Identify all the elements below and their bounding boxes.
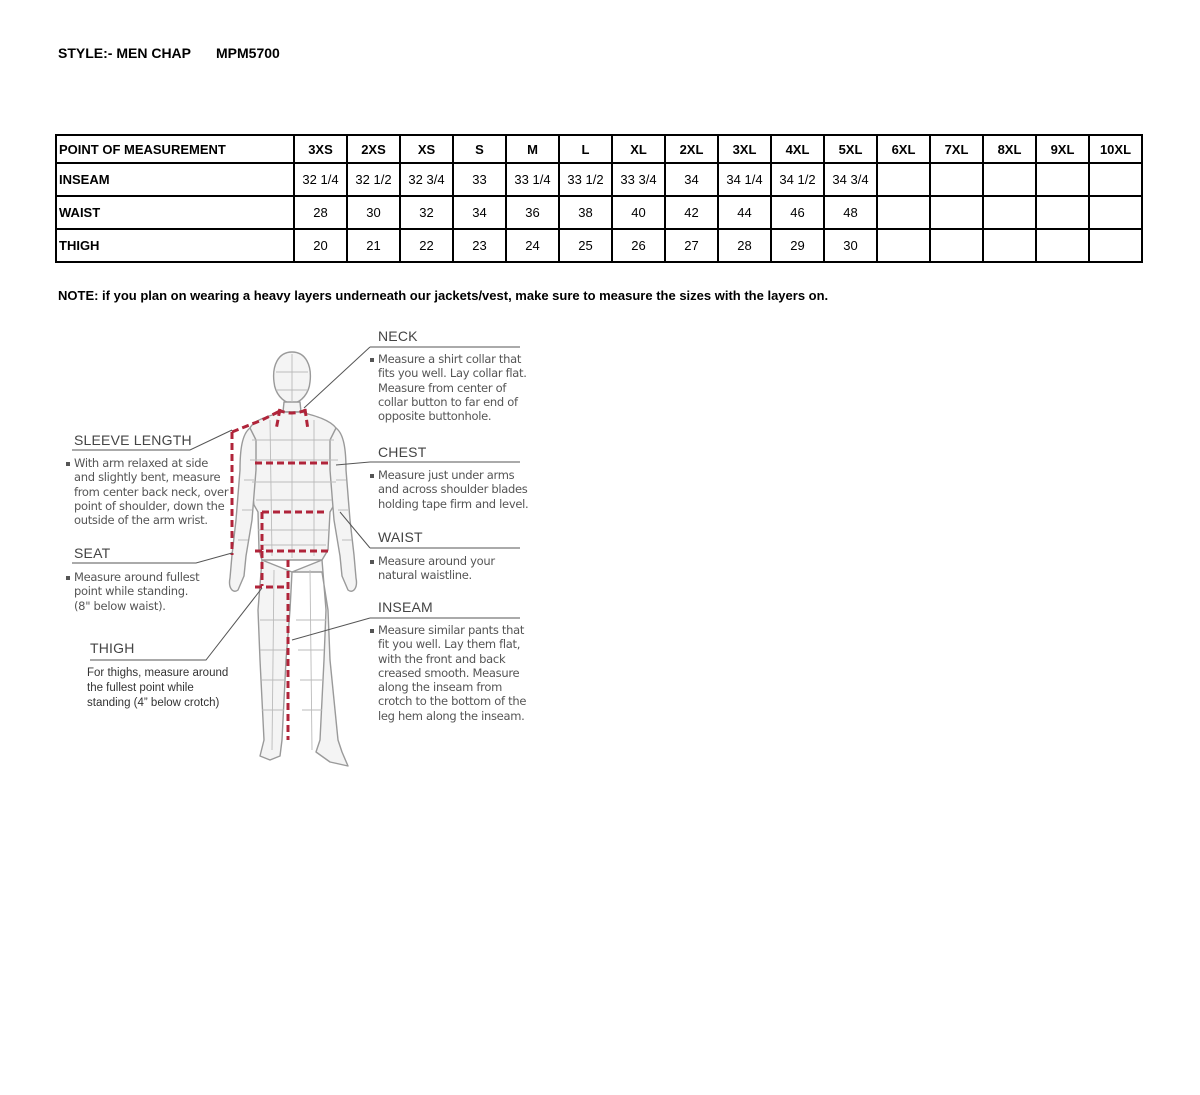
table-cell: 33 3/4 <box>612 163 665 196</box>
table-cell: 34 1/2 <box>771 163 824 196</box>
table-cell: 27 <box>665 229 718 262</box>
inseam-line: along the inseam from <box>378 680 502 695</box>
sleeve-line: outside of the arm wrist. <box>74 513 208 528</box>
table-cell: 26 <box>612 229 665 262</box>
size-header: M <box>506 135 559 163</box>
chest-description <box>370 468 540 511</box>
table-cell <box>983 196 1036 229</box>
table-cell <box>930 163 983 196</box>
inseam-line: with the front and back <box>378 651 506 666</box>
chest-line: and across shoulder blades <box>378 482 528 497</box>
neck-description <box>370 352 540 423</box>
layering-note: NOTE: if you plan on wearing a heavy layers underneath our jackets/vest, make sure to measure the sizes with the layers on. <box>58 288 829 303</box>
size-header: 6XL <box>877 135 930 163</box>
chest-heading: CHEST <box>378 444 427 460</box>
size-chart-table <box>55 134 1143 263</box>
seat-line: (8" below waist). <box>74 598 166 613</box>
neck-line: opposite buttonhole. <box>378 409 492 424</box>
inseam-line: fit you well. Lay them flat, <box>378 637 521 652</box>
table-cell: 48 <box>824 196 877 229</box>
table-cell: 29 <box>771 229 824 262</box>
table-cell: 32 <box>400 196 453 229</box>
table-cell: 34 1/4 <box>718 163 771 196</box>
sleeve-length-heading: SLEEVE LENGTH <box>74 432 192 448</box>
table-row <box>56 229 1142 262</box>
table-cell: 20 <box>294 229 347 262</box>
table-cell: 36 <box>506 196 559 229</box>
size-header: 7XL <box>930 135 983 163</box>
thigh-line: the fullest point while <box>87 682 194 694</box>
table-cell: 21 <box>347 229 400 262</box>
table-cell <box>930 196 983 229</box>
table-cell: 33 1/4 <box>506 163 559 196</box>
seat-line: point while standing. <box>74 584 189 599</box>
waist-heading: WAIST <box>378 529 423 545</box>
size-header: 2XS <box>347 135 400 163</box>
chest-line: holding tape firm and level. <box>378 496 529 511</box>
thigh-line: standing (4” below crotch) <box>87 697 220 709</box>
table-cell <box>877 229 930 262</box>
seat-heading: SEAT <box>74 545 111 561</box>
table-cell: 33 <box>453 163 506 196</box>
inseam-line: crotch to the bottom of the <box>378 694 527 709</box>
table-cell <box>1089 196 1142 229</box>
table-cell: 34 <box>453 196 506 229</box>
chest-line: Measure just under arms <box>378 468 515 482</box>
table-cell <box>983 229 1036 262</box>
neck-heading: NECK <box>378 328 418 344</box>
sleeve-line: With arm relaxed at side <box>74 456 209 470</box>
seat-line: Measure around fullest <box>74 570 200 584</box>
sleeve-length-description <box>66 456 236 527</box>
table-cell: 22 <box>400 229 453 262</box>
table-cell <box>1089 163 1142 196</box>
table-row <box>56 163 1142 196</box>
table-cell: 38 <box>559 196 612 229</box>
table-cell <box>1036 229 1089 262</box>
size-header: 5XL <box>824 135 877 163</box>
thigh-description <box>87 666 257 711</box>
header-point-of-measurement: POINT OF MEASUREMENT <box>56 135 294 163</box>
table-cell <box>983 163 1036 196</box>
sleeve-line: point of shoulder, down the <box>74 498 225 513</box>
table-row <box>56 196 1142 229</box>
waist-line: natural waistline. <box>378 568 472 583</box>
table-cell <box>1036 196 1089 229</box>
style-code: MPM5700 <box>216 45 280 61</box>
table-cell: 42 <box>665 196 718 229</box>
table-cell <box>930 229 983 262</box>
table-cell: 34 3/4 <box>824 163 877 196</box>
sleeve-line: from center back neck, over <box>74 484 229 499</box>
neck-line: fits you well. Lay collar flat. <box>378 366 527 381</box>
size-header: XL <box>612 135 665 163</box>
waist-line: Measure around your <box>378 554 495 568</box>
inseam-heading: INSEAM <box>378 599 433 615</box>
neck-line: Measure a shirt collar that <box>378 352 522 366</box>
table-cell: 44 <box>718 196 771 229</box>
thigh-line: For thighs, measure around <box>87 667 229 679</box>
size-header: 10XL <box>1089 135 1142 163</box>
table-cell: 40 <box>612 196 665 229</box>
seat-description <box>66 570 236 613</box>
table-cell: 30 <box>347 196 400 229</box>
size-header: 3XS <box>294 135 347 163</box>
style-label: STYLE:- MEN CHAP <box>58 45 191 61</box>
table-header-row <box>56 135 1142 163</box>
thigh-heading: THIGH <box>90 640 135 656</box>
size-header: 3XL <box>718 135 771 163</box>
table-cell <box>1036 163 1089 196</box>
inseam-description <box>370 623 540 723</box>
table-cell: 34 <box>665 163 718 196</box>
inseam-line: creased smooth. Measure <box>378 665 520 680</box>
size-header: 2XL <box>665 135 718 163</box>
row-label: INSEAM <box>56 163 294 196</box>
size-header: L <box>559 135 612 163</box>
size-header: S <box>453 135 506 163</box>
size-header: XS <box>400 135 453 163</box>
row-label: WAIST <box>56 196 294 229</box>
neck-line: collar button to far end of <box>378 394 518 409</box>
size-header: 9XL <box>1036 135 1089 163</box>
size-header: 4XL <box>771 135 824 163</box>
table-cell: 23 <box>453 229 506 262</box>
neck-line: Measure from center of <box>378 380 507 395</box>
inseam-line: leg hem along the inseam. <box>378 708 525 723</box>
table-cell: 25 <box>559 229 612 262</box>
table-cell: 30 <box>824 229 877 262</box>
table-cell <box>1089 229 1142 262</box>
table-cell: 24 <box>506 229 559 262</box>
table-cell: 28 <box>718 229 771 262</box>
sleeve-line: and slightly bent, measure <box>74 470 221 485</box>
inseam-line: Measure similar pants that <box>378 623 525 637</box>
table-cell: 28 <box>294 196 347 229</box>
table-cell: 32 1/4 <box>294 163 347 196</box>
table-cell: 33 1/2 <box>559 163 612 196</box>
table-cell <box>877 196 930 229</box>
table-cell: 32 3/4 <box>400 163 453 196</box>
row-label: THIGH <box>56 229 294 262</box>
table-cell: 46 <box>771 196 824 229</box>
table-cell <box>877 163 930 196</box>
table-cell: 32 1/2 <box>347 163 400 196</box>
waist-description <box>370 554 540 583</box>
size-header: 8XL <box>983 135 1036 163</box>
